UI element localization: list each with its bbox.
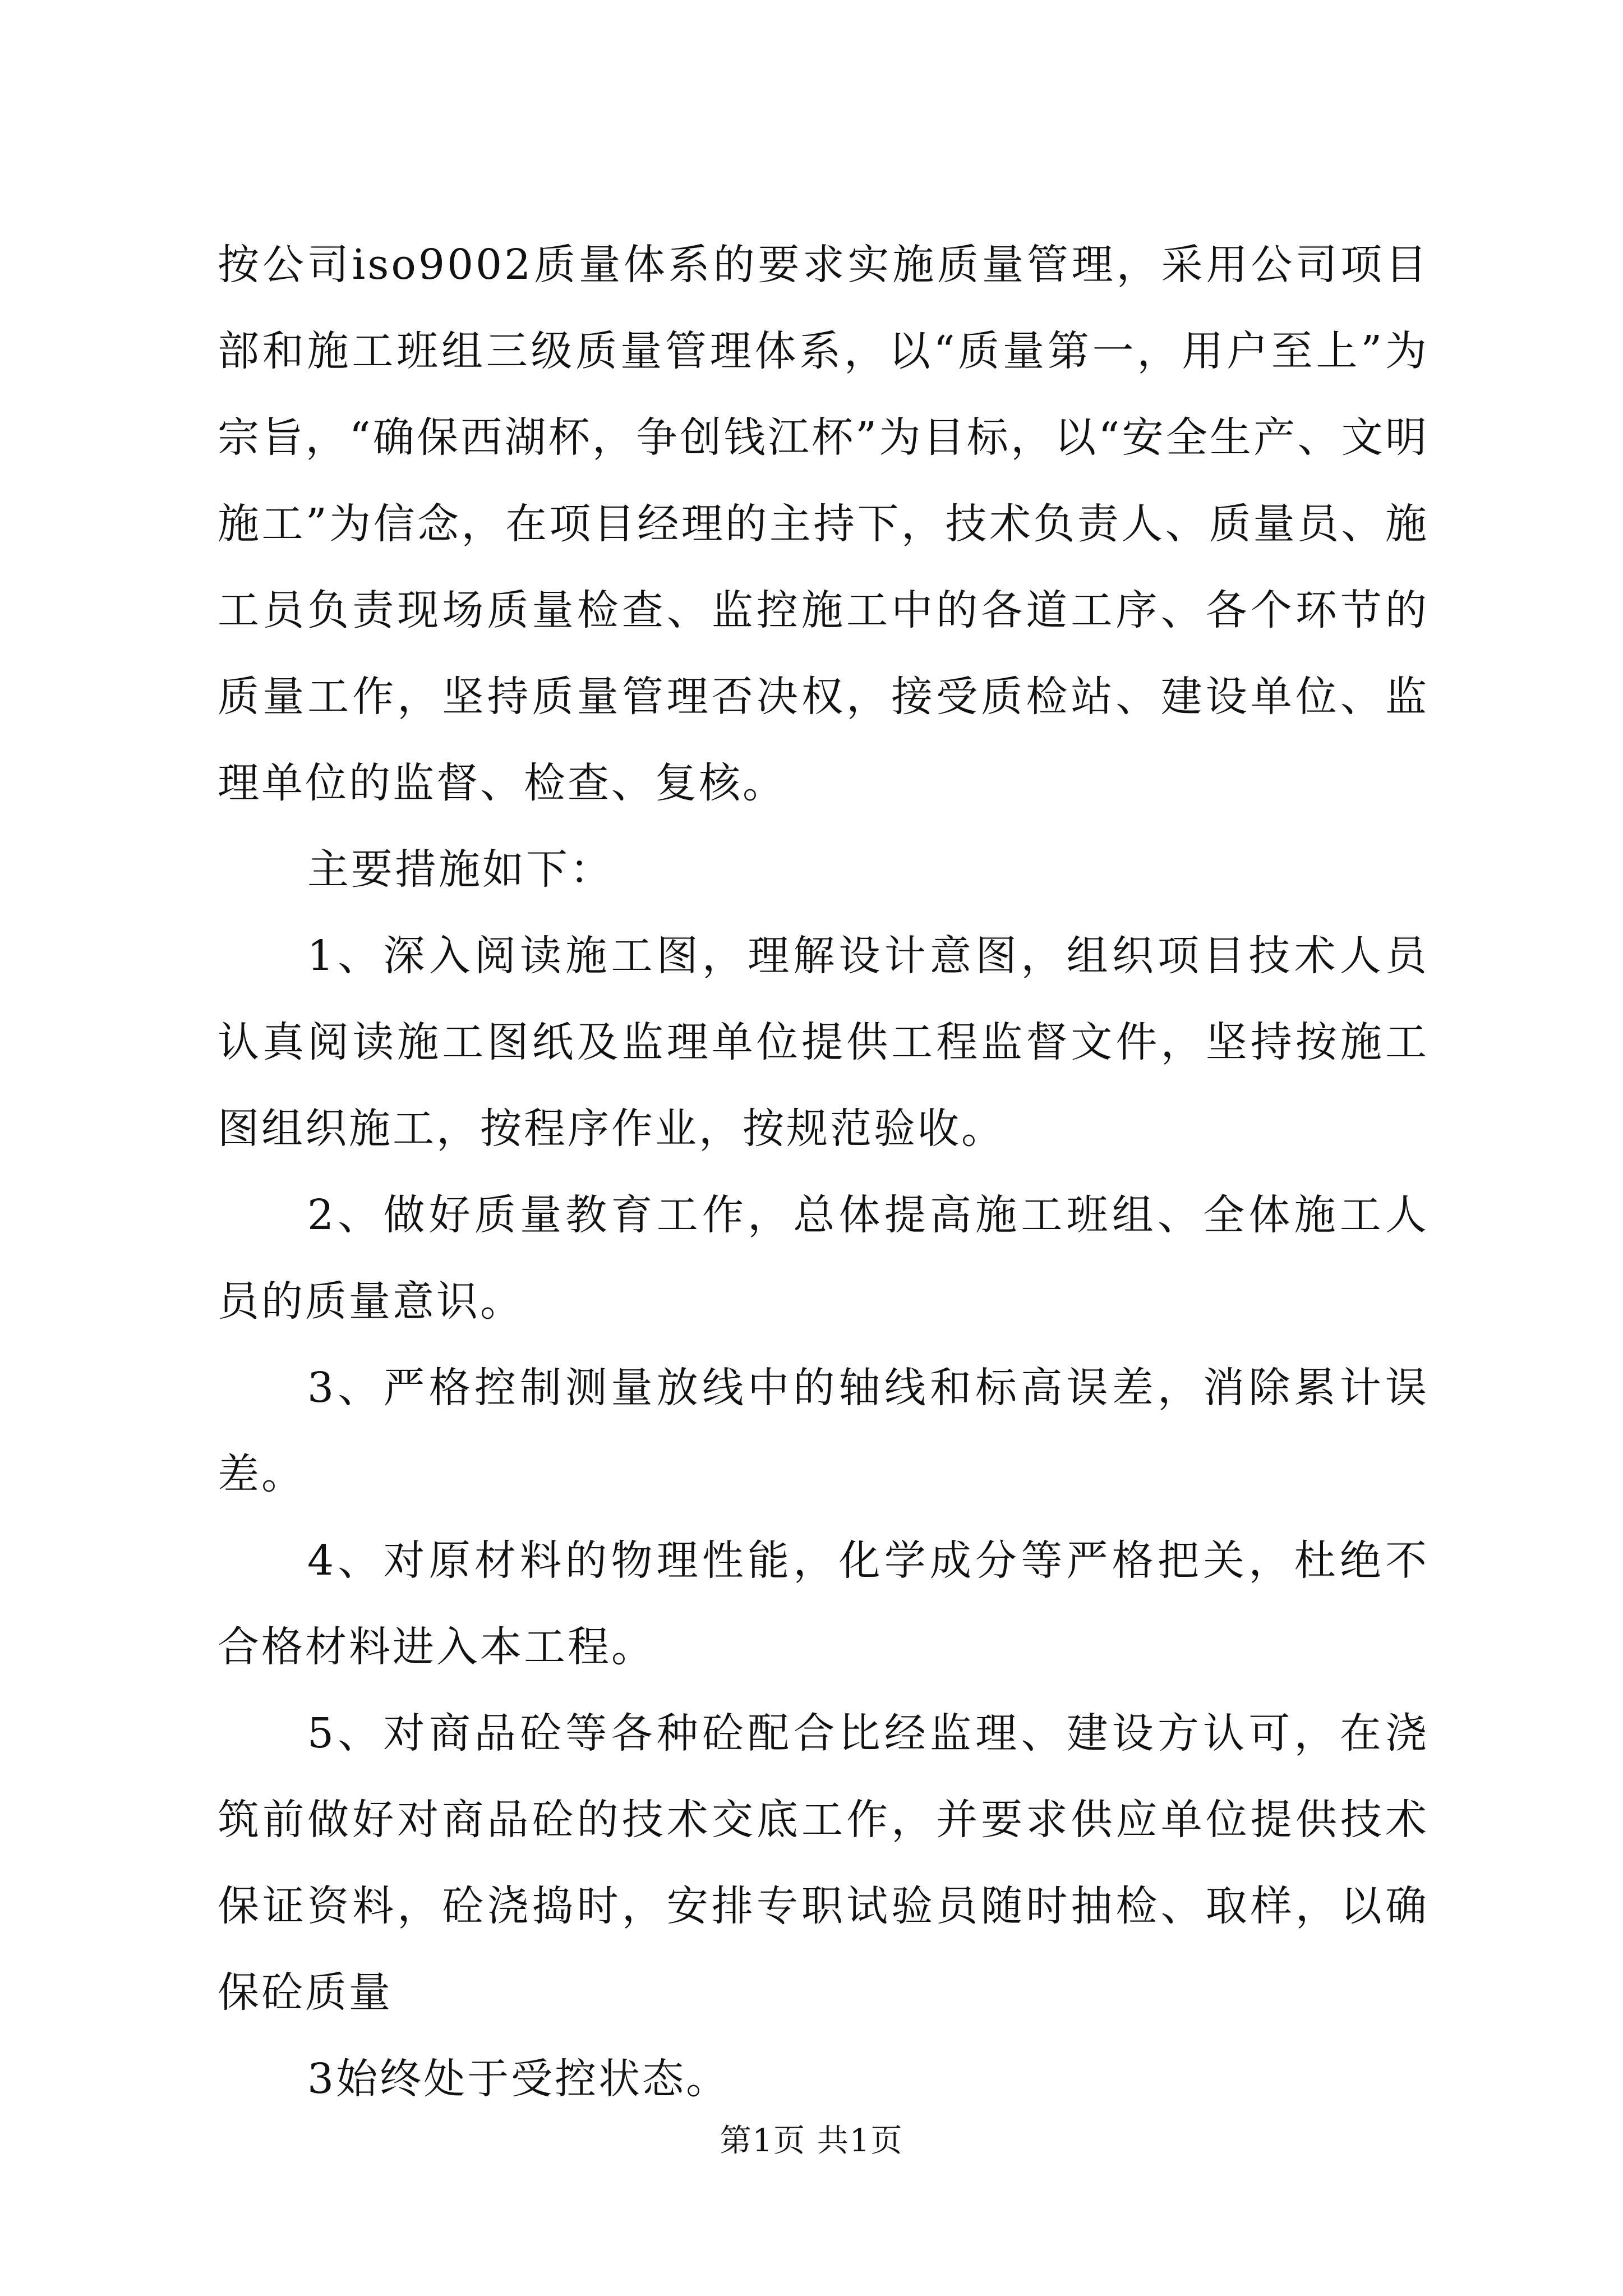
paragraph-measure-3: 3、严格控制测量放线中的轴线和标高误差，消除累计误差。 <box>218 1364 1429 1498</box>
paragraph-measure-1: 1、深入阅读施工图，理解设计意图，组织项目技术人员认真阅读施工图纸及监理单位提供工程监督文件，坚持按施工图组织施工，按程序作业，按规范验收。 <box>218 932 1429 1153</box>
document-body <box>218 222 1429 2122</box>
paragraph-measure-2: 2、做好质量教育工作，总体提高施工班组、全体施工人员的质量意识。 <box>218 1191 1429 1326</box>
paragraph-measures-heading: 主要措施如下： <box>307 845 614 894</box>
page-footer: 第1页 共1页 <box>720 2123 903 2159</box>
paragraph-measure-5: 5、对商品砼等各种砼配合比经监理、建设方认可，在浇筑前做好对商品砼的技术交底工作，并要求供应单位提供技术保证资料，砼浇捣时，安排专职试验员随时抽检、取样，以确保砼质量 <box>218 1709 1429 2017</box>
paragraph-intro: 按公司iso9002质量体系的要求实施质量管理，采用公司项目部和施工班组三级质量管理体系，以“质量第一，用户至上”为宗旨，“确保西湖杯，争创钱江杯”为目标，以“安全生产、文明施工”为信念，在项目经理的主持下，技术负责人、质量员、施工员负责现场质量检查、监控施工中的各道工序、各个环节的质量工作，坚持质量管理否决权，接受质检站、建设单位、监理单位的监督、检查、复核。 <box>218 241 1429 807</box>
paragraph-closing: 3始终处于受控状态。 <box>307 2055 730 2103</box>
paragraph-measure-4: 4、对原材料的物理性能，化学成分等严格把关，杜绝不合格材料进入本工程。 <box>218 1536 1429 1671</box>
